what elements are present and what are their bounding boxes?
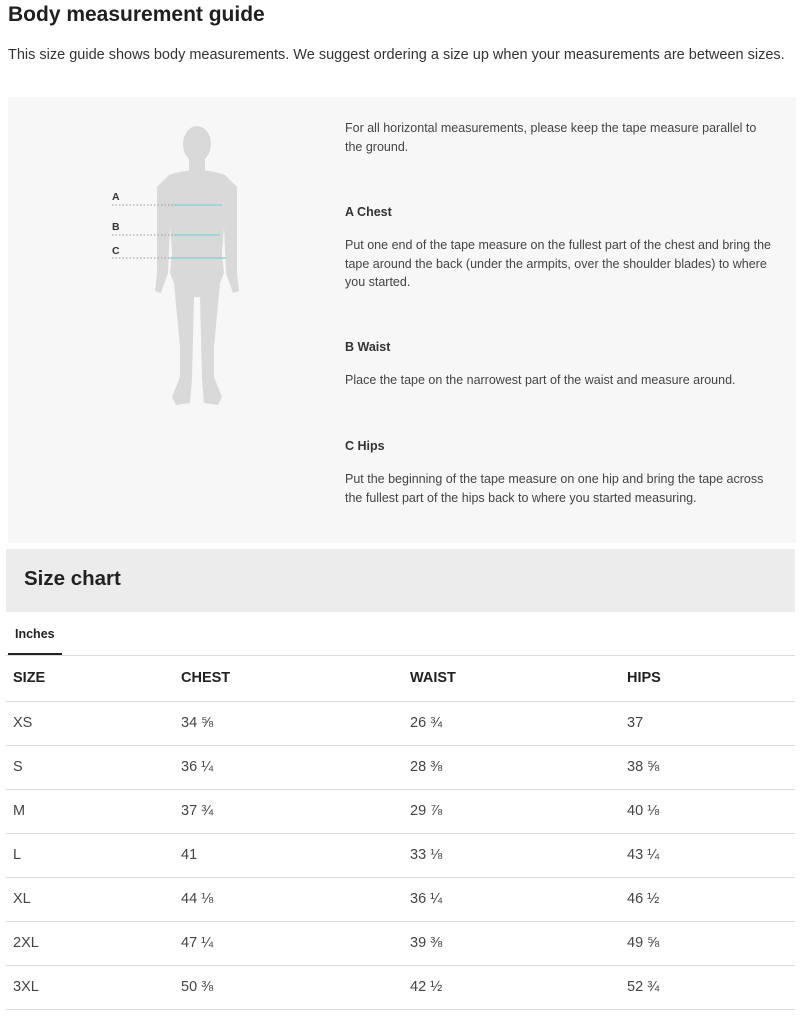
cell-hips: 46 ½ <box>620 877 795 921</box>
cell-hips: 40 ⅛ <box>620 789 795 833</box>
table-row <box>6 745 795 789</box>
page-title: Body measurement guide <box>8 3 265 26</box>
cell-chest: 37 ¾ <box>174 789 403 833</box>
cell-size: M <box>6 789 174 833</box>
cell-chest: 36 ¼ <box>174 745 403 789</box>
cell-waist: 26 ¾ <box>403 701 620 745</box>
chest-text: Put one end of the tape measure on the fullest part of the chest and bring the tape around the back (under the armpits, over the shoulder blades) to where you started. <box>345 238 771 289</box>
table-row <box>6 877 795 921</box>
size-table <box>6 656 795 1010</box>
table-row <box>6 833 795 877</box>
table-row <box>6 701 795 745</box>
cell-waist: 29 ⅞ <box>403 789 620 833</box>
cell-size: L <box>6 833 174 877</box>
body-figure-icon <box>8 97 308 543</box>
cell-size: S <box>6 745 174 789</box>
header-hips: HIPS <box>620 656 795 701</box>
hips-heading: C Hips <box>345 439 385 453</box>
figure-label-c: C <box>112 245 120 257</box>
cell-size: 2XL <box>6 921 174 965</box>
cell-chest: 34 ⅝ <box>174 701 403 745</box>
waist-heading: B Waist <box>345 340 391 354</box>
table-row <box>6 921 795 965</box>
cell-hips: 37 <box>620 701 795 745</box>
cell-waist: 39 ⅜ <box>403 921 620 965</box>
cell-chest: 41 <box>174 833 403 877</box>
cell-hips: 52 ¾ <box>620 965 795 1009</box>
table-header-row <box>6 656 795 701</box>
figure-label-b: B <box>112 221 120 233</box>
hips-text: Put the beginning of the tape measure on one hip and bring the tape across the fullest part of the hips back to where you started measuring. <box>345 472 764 505</box>
guide-intro: For all horizontal measurements, please keep the tape measure parallel to the ground. <box>345 121 757 154</box>
cell-chest: 47 ¼ <box>174 921 403 965</box>
cell-waist: 33 ⅛ <box>403 833 620 877</box>
size-chart-header <box>6 549 795 612</box>
waist-text: Place the tape on the narrowest part of the waist and measure around. <box>345 373 736 387</box>
cell-waist: 36 ¼ <box>403 877 620 921</box>
cell-size: XL <box>6 877 174 921</box>
chest-heading: A Chest <box>345 205 392 219</box>
cell-hips: 43 ¼ <box>620 833 795 877</box>
cell-chest: 44 ⅛ <box>174 877 403 921</box>
header-waist: WAIST <box>403 656 620 701</box>
tab-inches[interactable]: Inches <box>8 625 62 656</box>
header-chest: CHEST <box>174 656 403 701</box>
cell-hips: 49 ⅝ <box>620 921 795 965</box>
cell-chest: 50 ⅜ <box>174 965 403 1009</box>
cell-waist: 28 ⅜ <box>403 745 620 789</box>
table-row <box>6 789 795 833</box>
cell-waist: 42 ½ <box>403 965 620 1009</box>
table-row <box>6 965 795 1009</box>
cell-size: XS <box>6 701 174 745</box>
header-size: SIZE <box>6 656 174 701</box>
measurement-guide-panel <box>8 97 796 543</box>
figure-label-a: A <box>112 191 120 203</box>
cell-size: 3XL <box>6 965 174 1009</box>
cell-hips: 38 ⅝ <box>620 745 795 789</box>
intro-text: This size guide shows body measurements. We suggest ordering a size up when your measurements are between sizes. <box>8 47 785 63</box>
size-chart-title: Size chart <box>24 567 121 590</box>
